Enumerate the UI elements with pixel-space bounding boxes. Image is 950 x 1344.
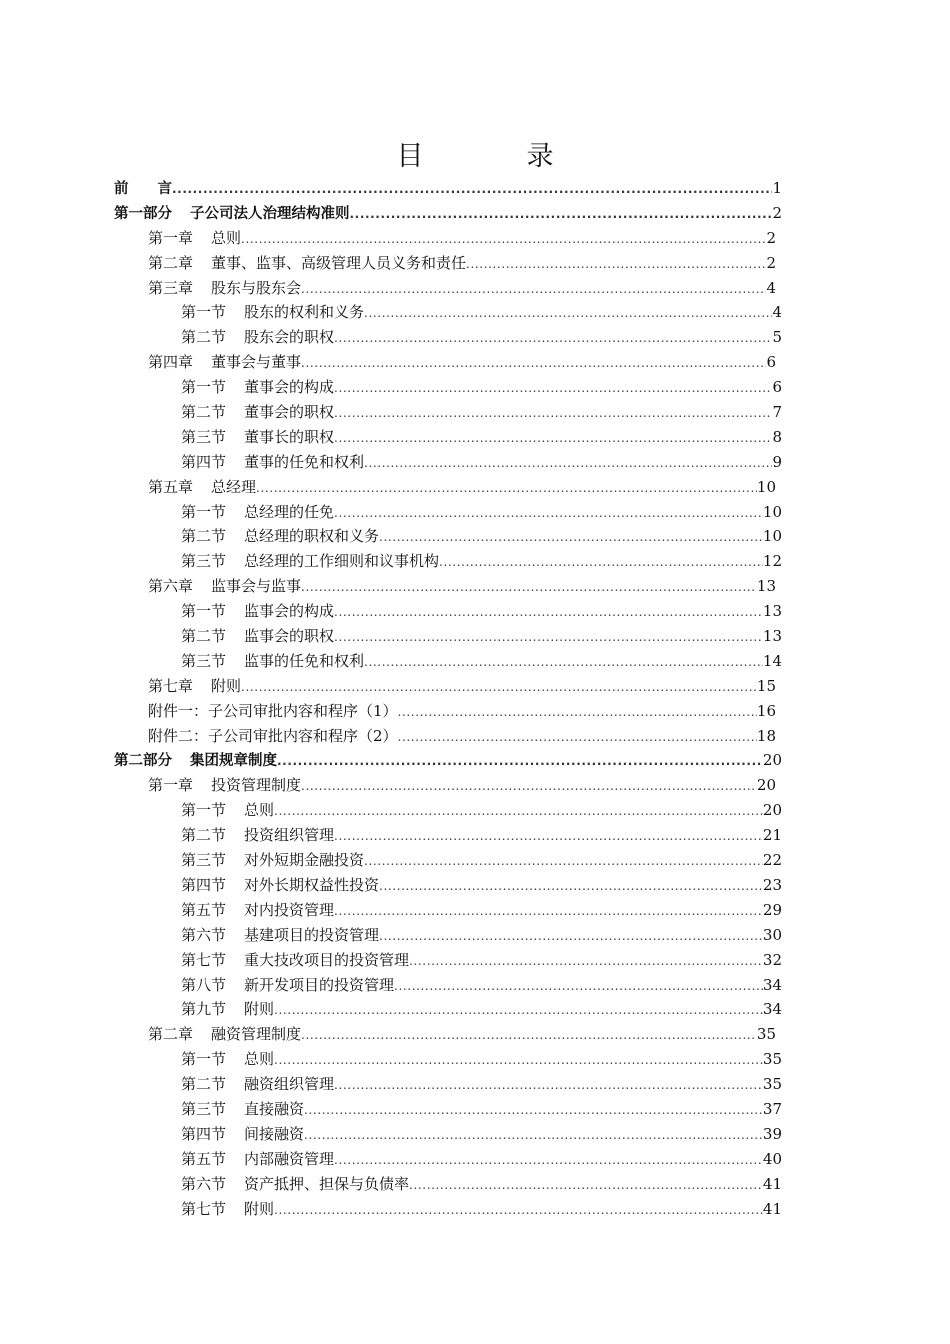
toc-entry[interactable] — [0, 549, 782, 574]
toc-entry-text: 资产抵押、担保与负债率 — [244, 1174, 410, 1193]
toc-entry-text: 对内投资管理 — [244, 900, 335, 919]
toc-entry-label — [181, 798, 274, 823]
toc-entry-number: 第七节 — [181, 1199, 227, 1218]
toc-leader-dots — [301, 1023, 757, 1048]
toc-page-number: 2 — [766, 228, 776, 247]
toc-entry[interactable] — [0, 574, 776, 599]
toc-entry-number: 第一节 — [181, 378, 227, 397]
toc-leader-dots — [334, 501, 763, 526]
toc-entry-label — [114, 202, 350, 227]
toc-leader-dots — [334, 824, 763, 849]
toc-entry-number: 第四节 — [181, 1124, 227, 1143]
toc-page-number: 4 — [766, 278, 776, 297]
toc-entry-number: 第二节 — [181, 403, 227, 422]
toc-entry-number: 第三节 — [181, 651, 227, 670]
toc-entry[interactable] — [0, 973, 782, 998]
toc-leader-dots — [334, 326, 772, 351]
toc-entry-text: 融资管理制度 — [211, 1025, 302, 1044]
toc-page-number: 41 — [762, 1174, 782, 1193]
toc-entry-label — [148, 699, 398, 724]
toc-entry-text: 监事会的构成 — [244, 602, 335, 621]
toc-entry-number: 第五章 — [148, 477, 194, 496]
toc-entry-number: 第二节 — [181, 826, 227, 845]
toc-entry-text: 总则 — [244, 801, 275, 820]
toc-entry-number: 第六节 — [181, 925, 227, 944]
toc-entry[interactable] — [0, 176, 782, 201]
toc-entry[interactable] — [0, 823, 782, 848]
toc-leader-dots — [334, 401, 772, 426]
toc-entry-label — [148, 674, 241, 699]
toc-entry[interactable] — [0, 201, 782, 226]
toc-entry[interactable] — [0, 1097, 782, 1122]
toc-page-number: 1 — [772, 179, 782, 197]
toc-entry-label — [181, 823, 334, 848]
toc-entry[interactable] — [0, 1022, 776, 1047]
toc-leader-dots — [394, 974, 763, 999]
toc-entry[interactable] — [0, 948, 782, 973]
toc-entry-label — [148, 574, 301, 599]
toc-entry-label — [181, 400, 334, 425]
toc-entry-number: 第八节 — [181, 975, 227, 994]
toc-leader-dots — [256, 476, 757, 501]
toc-page-number: 29 — [762, 900, 782, 919]
toc-entry[interactable] — [0, 773, 776, 798]
toc-page-number: 35 — [762, 1075, 782, 1094]
toc-entry-label — [181, 624, 334, 649]
toc-entry-text: 间接融资 — [244, 1124, 305, 1143]
toc-entry-number: 第三节 — [181, 1099, 227, 1118]
toc-entry-label — [181, 873, 379, 898]
toc-entry-text: 新开发项目的投资管理 — [244, 975, 395, 994]
toc-entry-number: 第一节 — [181, 502, 227, 521]
toc-entry-number: 第四节 — [181, 875, 227, 894]
toc-page-number: 13 — [756, 577, 776, 596]
toc-entry-label — [148, 1022, 301, 1047]
toc-entry-label — [114, 749, 277, 774]
toc-entry-text: 内部融资管理 — [244, 1149, 335, 1168]
toc-entry-label — [181, 524, 379, 549]
toc-leader-dots — [334, 625, 763, 650]
toc-entry-text: 投资组织管理 — [244, 826, 335, 845]
toc-entry[interactable] — [0, 674, 776, 699]
toc-entry-text: 基建项目的投资管理 — [244, 925, 380, 944]
toc-leader-dots — [364, 650, 763, 675]
toc-entry[interactable] — [0, 997, 782, 1022]
toc-entry-label — [181, 425, 334, 450]
toc-page-number: 9 — [772, 452, 782, 471]
toc-page-number: 14 — [762, 651, 782, 670]
toc-leader-dots — [334, 426, 772, 451]
toc-leader-dots — [334, 376, 772, 401]
toc-entry-text: 投资管理制度 — [211, 776, 302, 795]
toc-entry-number: 第五节 — [181, 1149, 227, 1168]
toc-leader-dots — [364, 451, 772, 476]
toc-entry-text: 直接融资 — [244, 1099, 305, 1118]
toc-entry-text: 总则 — [244, 1050, 275, 1069]
toc-leader-dots — [398, 725, 757, 750]
toc-entry-label — [181, 948, 409, 973]
toc-entry[interactable] — [0, 1047, 782, 1072]
toc-entry-label — [148, 251, 466, 276]
toc-entry-label — [114, 177, 172, 202]
toc-entry-text: 集团规章制度 — [190, 753, 277, 770]
toc-entry-text: 董事会的构成 — [244, 378, 335, 397]
toc-leader-dots — [172, 177, 772, 202]
toc-entry-label — [181, 325, 334, 350]
toc-entry-label — [181, 923, 379, 948]
toc-entry-text: 附则 — [244, 1199, 275, 1218]
toc-entry[interactable] — [0, 1172, 782, 1197]
toc-entry-text: 监事会的职权 — [244, 627, 335, 646]
toc-entry[interactable] — [0, 276, 776, 301]
toc-entry-label — [181, 500, 334, 525]
toc-entry-number: 第七章 — [148, 676, 194, 695]
toc-page-number: 13 — [762, 627, 782, 646]
toc-entry-label — [181, 997, 274, 1022]
toc-leader-dots — [277, 749, 763, 774]
toc-entry-text: 董事会与董事 — [211, 353, 302, 372]
toc-leader-dots — [334, 600, 763, 625]
toc-entry-label — [181, 1172, 409, 1197]
toc-entry-number: 第一节 — [181, 1050, 227, 1069]
toc-entry-text: 股东会的职权 — [244, 328, 335, 347]
toc-page-number: 8 — [772, 427, 782, 446]
toc-page-number: 12 — [762, 552, 782, 571]
toc-entry-text: 附则 — [244, 1000, 275, 1019]
toc-leader-dots — [304, 1123, 763, 1148]
toc-entry-text: 总经理的工作细则和议事机构 — [244, 552, 440, 571]
toc-page-number: 41 — [762, 1199, 782, 1218]
toc-leader-dots — [301, 774, 757, 799]
toc-entry[interactable] — [0, 599, 782, 624]
toc-leader-dots — [409, 949, 763, 974]
toc-entry-label — [181, 450, 364, 475]
toc-entry-number: 附件一：子公司审批内容和程序（1） — [148, 701, 398, 720]
toc-entry[interactable] — [0, 450, 782, 475]
toc-page-number: 6 — [772, 378, 782, 397]
toc-entry-number: 第二部分 — [114, 753, 172, 770]
table-of-contents — [0, 176, 950, 1221]
toc-entry[interactable] — [0, 898, 782, 923]
toc-entry[interactable] — [0, 400, 782, 425]
toc-entry-label — [181, 375, 334, 400]
toc-page-number: 20 — [756, 776, 776, 795]
toc-entry[interactable] — [0, 524, 782, 549]
toc-entry-number: 第九节 — [181, 1000, 227, 1019]
toc-entry-number: 第二节 — [181, 1075, 227, 1094]
toc-entry[interactable] — [0, 425, 782, 450]
toc-entry-number: 第三章 — [148, 278, 194, 297]
toc-page-number: 7 — [772, 403, 782, 422]
toc-page-number: 4 — [772, 303, 782, 322]
toc-entry[interactable] — [0, 475, 776, 500]
toc-entry-number: 第二节 — [181, 527, 227, 546]
toc-entry-label — [181, 1097, 304, 1122]
toc-page-number: 2 — [766, 253, 776, 272]
toc-entry-text: 总经理 — [211, 477, 257, 496]
toc-page-number: 21 — [762, 826, 782, 845]
toc-entry-text: 股东的权利和义务 — [244, 303, 365, 322]
toc-entry-number: 第四章 — [148, 353, 194, 372]
toc-entry[interactable] — [0, 350, 776, 375]
toc-entry-label — [181, 1197, 274, 1222]
toc-entry-number: 第一节 — [181, 602, 227, 621]
toc-entry[interactable] — [0, 300, 782, 325]
toc-title: 目 录 — [396, 141, 592, 172]
toc-entry-text: 重大技改项目的投资管理 — [244, 950, 410, 969]
toc-leader-dots — [274, 799, 763, 824]
toc-entry-number: 第三节 — [181, 851, 227, 870]
toc-entry-label — [181, 1047, 274, 1072]
toc-entry-label — [181, 649, 364, 674]
toc-entry-number: 第四节 — [181, 452, 227, 471]
toc-page-number: 35 — [762, 1050, 782, 1069]
toc-entry-text: 对外短期金融投资 — [244, 851, 365, 870]
toc-page-number: 6 — [766, 353, 776, 372]
toc-entry-number: 第二章 — [148, 253, 194, 272]
toc-entry-number: 第一部分 — [114, 205, 172, 222]
toc-entry[interactable] — [0, 699, 776, 724]
toc-leader-dots — [379, 924, 763, 949]
toc-leader-dots — [350, 202, 773, 227]
toc-entry-text: 附则 — [211, 676, 242, 695]
toc-page-number: 13 — [762, 602, 782, 621]
toc-page-number: 30 — [762, 925, 782, 944]
toc-entry-text: 对外长期权益性投资 — [244, 875, 380, 894]
toc-entry-label — [181, 300, 364, 325]
toc-entry[interactable] — [0, 923, 782, 948]
toc-leader-dots — [409, 1173, 763, 1198]
toc-entry-text: 监事会与监事 — [211, 577, 302, 596]
toc-entry-number: 第三节 — [181, 552, 227, 571]
toc-entry-number: 第六章 — [148, 577, 194, 596]
toc-page-number: 18 — [756, 726, 776, 745]
toc-entry-number: 第一节 — [181, 801, 227, 820]
toc-entry-label — [181, 549, 439, 574]
toc-entry-number: 第七节 — [181, 950, 227, 969]
toc-page-number: 22 — [762, 851, 782, 870]
toc-leader-dots — [274, 998, 763, 1023]
toc-entry-label — [181, 848, 364, 873]
toc-entry-label — [181, 599, 334, 624]
toc-entry[interactable] — [0, 226, 776, 251]
toc-entry[interactable] — [0, 500, 782, 525]
toc-entry-number: 第一章 — [148, 776, 194, 795]
toc-entry[interactable] — [0, 1122, 782, 1147]
toc-entry[interactable] — [0, 624, 782, 649]
toc-entry-label — [181, 1147, 334, 1172]
toc-entry[interactable] — [0, 873, 782, 898]
toc-entry[interactable] — [0, 724, 776, 749]
toc-leader-dots — [241, 675, 757, 700]
toc-leader-dots — [379, 525, 763, 550]
toc-page-number: 5 — [772, 328, 782, 347]
toc-page-number: 16 — [756, 701, 776, 720]
toc-entry-label — [181, 1072, 334, 1097]
toc-entry[interactable] — [0, 1197, 782, 1222]
toc-entry-number: 第二章 — [148, 1025, 194, 1044]
toc-entry-label — [148, 773, 301, 798]
toc-entry-number: 第一节 — [181, 303, 227, 322]
toc-entry-text: 监事的任免和权利 — [244, 651, 365, 670]
toc-leader-dots — [364, 301, 772, 326]
toc-entry-number: 第二节 — [181, 328, 227, 347]
toc-page-number: 20 — [762, 751, 782, 770]
toc-entry-number: 第五节 — [181, 900, 227, 919]
toc-page-number: 2 — [772, 203, 782, 222]
toc-leader-dots — [334, 1148, 763, 1173]
toc-entry-label — [148, 226, 241, 251]
toc-entry-text: 董事会的职权 — [244, 403, 335, 422]
toc-entry-number: 附件二：子公司审批内容和程序（2） — [148, 726, 398, 745]
toc-entry[interactable] — [0, 251, 776, 276]
toc-leader-dots — [398, 700, 757, 725]
toc-entry-number: 第一章 — [148, 228, 194, 247]
toc-entry-label — [148, 350, 301, 375]
toc-entry[interactable] — [0, 375, 782, 400]
toc-entry[interactable] — [0, 1147, 782, 1172]
toc-page-number: 34 — [762, 1000, 782, 1019]
toc-page-number: 15 — [756, 676, 776, 695]
toc-leader-dots — [379, 874, 763, 899]
toc-entry-number: 第三节 — [181, 427, 227, 446]
toc-leader-dots — [364, 849, 763, 874]
toc-entry-label — [181, 898, 334, 923]
toc-entry[interactable] — [0, 325, 782, 350]
toc-page-number: 20 — [762, 801, 782, 820]
toc-entry-label — [181, 1122, 304, 1147]
toc-entry-label — [148, 724, 398, 749]
toc-page-number: 32 — [762, 950, 782, 969]
toc-entry-label — [181, 973, 394, 998]
toc-entry-text: 董事长的职权 — [244, 427, 335, 446]
toc-page-number: 40 — [762, 1149, 782, 1168]
toc-leader-dots — [334, 1073, 763, 1098]
toc-entry[interactable] — [0, 798, 782, 823]
toc-entry-number: 第二节 — [181, 627, 227, 646]
toc-page-number: 10 — [756, 477, 776, 496]
toc-entry-text: 股东与股东会 — [211, 278, 302, 297]
toc-page-number: 39 — [762, 1124, 782, 1143]
toc-page-number: 10 — [762, 527, 782, 546]
toc-leader-dots — [304, 1098, 763, 1123]
toc-page-number: 35 — [756, 1025, 776, 1044]
toc-page-number: 37 — [762, 1099, 782, 1118]
toc-leader-dots — [274, 1048, 763, 1073]
toc-entry-text: 总经理的职权和义务 — [244, 527, 380, 546]
toc-entry[interactable] — [0, 848, 782, 873]
toc-leader-dots — [241, 227, 766, 252]
toc-leader-dots — [301, 575, 757, 600]
toc-leader-dots — [301, 351, 766, 376]
toc-entry-text: 总经理的任免 — [244, 502, 335, 521]
toc-entry-text: 董事的任免和权利 — [244, 452, 365, 471]
toc-leader-dots — [466, 252, 766, 277]
toc-leader-dots — [334, 899, 763, 924]
toc-entry[interactable] — [0, 1072, 782, 1097]
toc-entry-label — [148, 276, 301, 301]
toc-page-number: 23 — [762, 875, 782, 894]
toc-entry-text: 董事、监事、高级管理人员义务和责任 — [211, 253, 467, 272]
toc-entry-text: 总则 — [211, 228, 242, 247]
toc-entry[interactable] — [0, 649, 782, 674]
toc-entry-number: 第六节 — [181, 1174, 227, 1193]
toc-leader-dots — [439, 550, 763, 575]
toc-entry-label — [148, 475, 256, 500]
toc-leader-dots — [301, 277, 766, 302]
toc-entry-number: 前 言 — [114, 181, 172, 197]
toc-page-number: 10 — [762, 502, 782, 521]
toc-entry[interactable] — [0, 748, 782, 773]
toc-entry-text: 子公司法人治理结构准则 — [190, 205, 350, 222]
toc-leader-dots — [274, 1198, 763, 1223]
toc-entry-text: 融资组织管理 — [244, 1075, 335, 1094]
toc-page-number: 34 — [762, 975, 782, 994]
